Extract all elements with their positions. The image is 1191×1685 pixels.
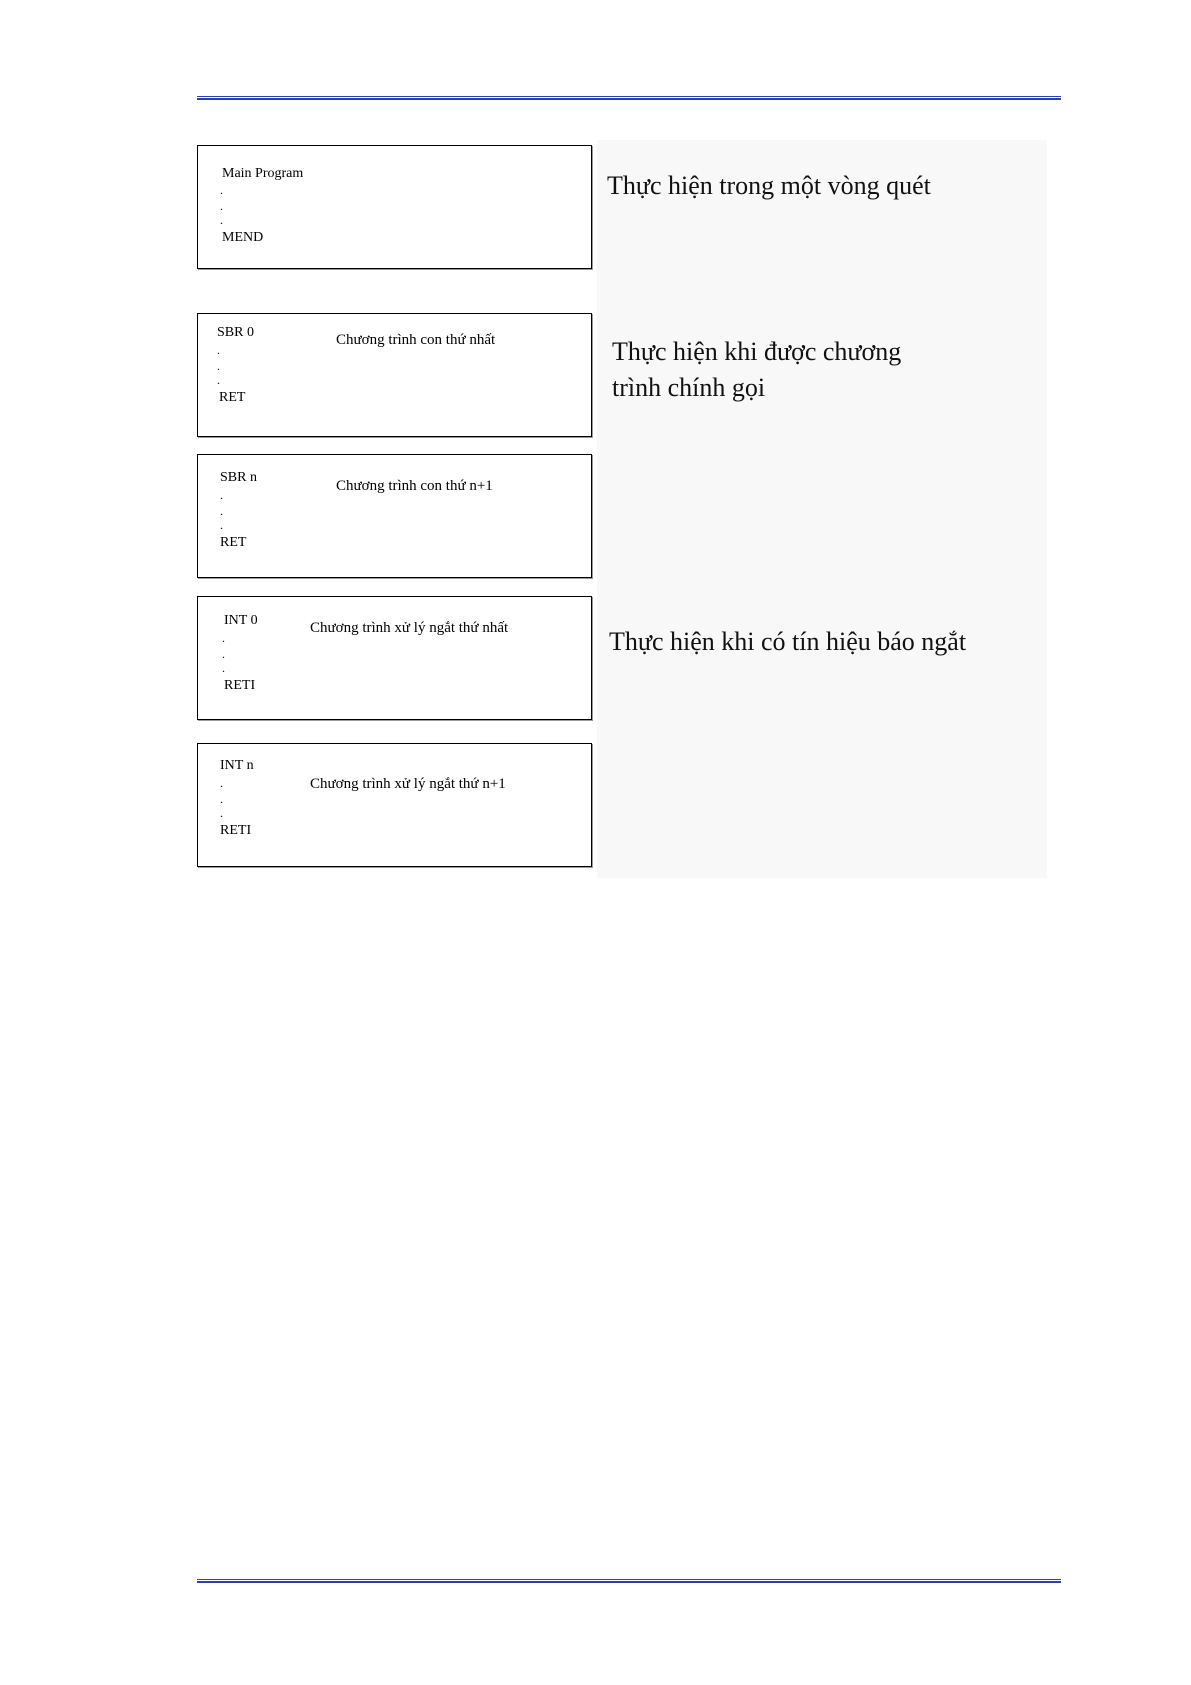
block-head: SBR n [220, 470, 257, 485]
block-dot: . [220, 504, 223, 518]
block-dot: . [222, 631, 225, 645]
block-description: Chương trình con thứ n+1 [336, 478, 493, 494]
block-dot: . [220, 518, 223, 532]
block-dot: . [220, 776, 223, 790]
block-dot: . [220, 792, 223, 806]
block-dot: . [220, 199, 223, 213]
block-description: Chương trình con thứ nhất [336, 332, 496, 348]
block-head: SBR 0 [217, 325, 254, 340]
block-dot: . [220, 806, 223, 820]
header-rule [197, 96, 1061, 100]
main-program-box [197, 145, 592, 269]
block-dot: . [220, 183, 223, 197]
block-tail: RET [220, 535, 247, 550]
block-dot: . [222, 647, 225, 661]
block-tail: MEND [222, 230, 264, 245]
block-head: INT 0 [224, 613, 258, 628]
block-tail: RETI [224, 678, 256, 693]
subroutine-note-line1: Thực hiện khi được chương [612, 337, 902, 366]
block-description: Chương trình xử lý ngắt thứ nhất [310, 620, 509, 636]
block-dot: . [217, 359, 220, 373]
block-head: INT n [220, 758, 254, 773]
program-structure-figure [197, 140, 1049, 880]
subroutine-note-line2: trình chính gọi [612, 373, 766, 402]
block-dot: . [217, 343, 220, 357]
block-dot: . [220, 213, 223, 227]
interrupt-0-box [197, 596, 592, 720]
subroutine-0-box [197, 313, 592, 437]
block-tail: RETI [220, 823, 252, 838]
block-description: Chương trình xử lý ngắt thứ n+1 [310, 776, 506, 792]
figure-background [597, 140, 1047, 878]
footer-rule [197, 1579, 1061, 1583]
block-tail: RET [219, 390, 246, 405]
block-dot: . [220, 488, 223, 502]
interrupt-note: Thực hiện khi có tín hiệu báo ngắt [609, 627, 967, 656]
subroutine-n-box [197, 454, 592, 578]
block-head: Main Program [222, 166, 304, 181]
interrupt-n-box [197, 743, 592, 867]
main-program-note: Thực hiện trong một vòng quét [607, 171, 931, 200]
block-dot: . [217, 373, 220, 387]
block-dot: . [222, 661, 225, 675]
